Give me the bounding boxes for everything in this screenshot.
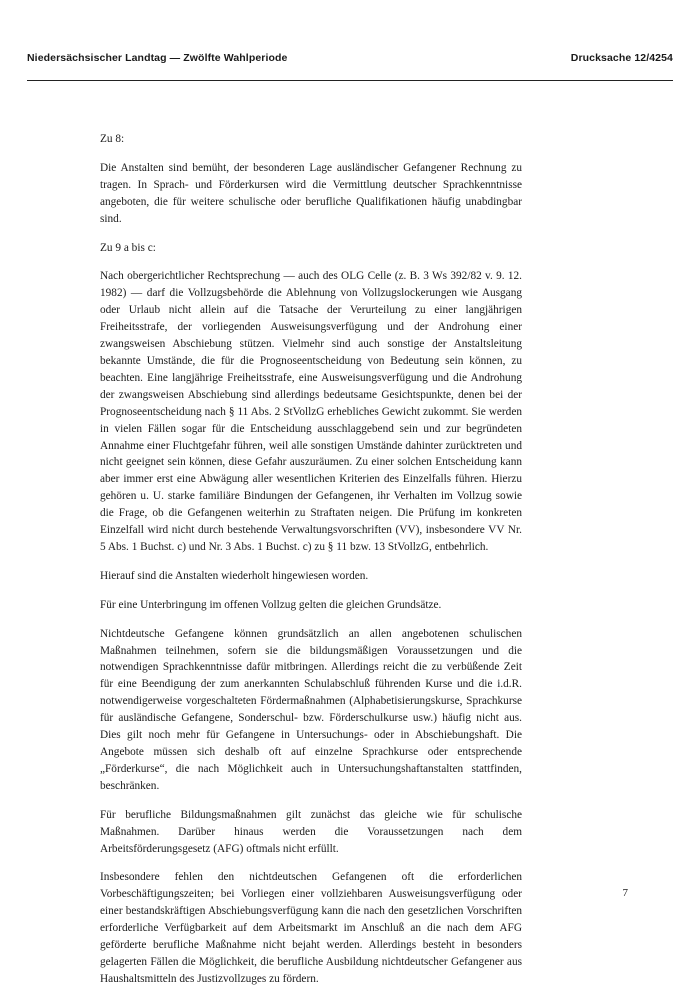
page-header <box>27 52 673 64</box>
header-document-number: Drucksache 12/4254 <box>570 52 673 64</box>
page-number: 7 <box>622 887 628 899</box>
header-rule <box>27 80 673 81</box>
document-body <box>100 131 522 988</box>
header-left-title: Niedersächsischer Landtag — Zwölfte Wahlperiode <box>27 52 288 64</box>
paragraph-9-open-prison: Für eine Unterbringung im offenen Vollzug gelten die gleichen Grundsätze. <box>100 598 442 611</box>
paragraph-8: Die Anstalten sind bemüht, der besonderen Lage ausländischer Gefangener Rechnung zu tragen. In Sprach- und Förderkursen wird die Vermittlung deutscher Sprachkenntnisse angeboten, die für weitere schulische oder berufliche Qualifikationen häufig unabdingbar sind. <box>100 161 522 225</box>
section-heading-9: Zu 9 a bis c: <box>100 241 156 254</box>
paragraph-9-case-law: Nach obergerichtlicher Rechtsprechung — auch des OLG Celle (z. B. 3 Ws 392/82 v. 9. 12. 1982) — darf die Vollzugsbehörde die Ablehnung von Vollzugslockerungen wie Ausgang oder Urlaub nicht allein auf die Tatsache der Verurteilung zu einer langjährigen Freiheitsstrafe, der vorliegenden Ausweisungsverfügung und der Androhung einer zwangsweisen Abschiebung stützen. Vielmehr sind auch sonstige der Anstaltsleitung bekannte Umstände, die für die Prognoseentscheidung von Bedeutung sein können, zu beachten. Eine langjährige Freiheitsstrafe, eine Ausweisungsverfügung und die Androhung der zwangsweisen Abschiebung sind allerdings bedeutsame Gesichtspunkte, denen bei der Prognoseentscheidung nach § 11 Abs. 2 StVollzG erhebliches Gewicht zukommt. Sie werden in vielen Fällen sogar für die Entscheidung ausschlaggebend sein und zur begründeten Annahme einer Fluchtgefahr führen, weil alle sonstigen Umstände dahinter zurücktreten und nicht geeignet sein können, diese Gefahr auszuräumen. Zu einer solchen Entscheidung kann aber immer erst eine Abwägung aller wesentlichen Kriterien des Einzelfalls führen. Hierzu gehören u. U. starke familiäre Bindungen der Gefangenen, ihr Verhalten im Vollzug sowie die Frage, ob die Gefangenen weiterhin zu Straftaten neigen. Die Prüfung im konkreten Einzelfall wird nicht durch bestehende Verwaltungsvorschriften (VV), insbesondere VV Nr. 5 Abs. 1 Buchst. c) und Nr. 3 Abs. 1 Buchst. c) zu § 11 bzw. 13 StVollzG, entbehrlich. <box>100 270 522 553</box>
paragraph-9-prerequisites: Insbesondere fehlen den nichtdeutschen Gefangenen oft die erforderlichen Vorbeschäftigungszeiten; bei Vorliegen einer vollziehbaren Ausweisungsverfügung oder einer bestandskräftigen Abschiebungsverfügung kann die nach den gesetzlichen Vorschriften erforderliche Verfügbarkeit auf dem Arbeitsmarkt im Anschluß an die nach dem AFG geförderte berufliche Maßnahme nicht bejaht werden. Allerdings besteht in besonders gelagerten Fällen die Möglichkeit, die berufliche Ausbildung nichtdeutscher Gefangener aus Haushaltsmitteln des Justizvollzuges zu fördern. <box>100 871 522 985</box>
paragraph-9-school-measures: Nichtdeutsche Gefangene können grundsätzlich an allen angebotenen schulischen Maßnahmen teilnehmen, sofern sie die bildungsmäßigen Voraussetzungen und die notwendigen Sprachkenntnisse dafür mitbringen. Allerdings reicht die zu verbüßende Zeit für eine Beendigung der zum anerkannten Schulabschluß führenden Kurse und die i.d.R. notwendigerweise vorgeschalteten Fördermaßnahmen (Alphabetisierungskurse, Sprachkurse für ausländische Gefangene, Sonderschul- bzw. Förderschulkurse usw.) häufig nicht aus. Dies gilt noch mehr für Gefangene in Untersuchungs- oder in Abschiebungshaft. Die Angebote müssen sich deshalb oft auf einzelne Sprachkurse oder entsprechende „Förderkurse“, die nach Möglichkeit auch in Untersuchungshaftanstalten stattfinden, beschränken. <box>100 627 522 792</box>
paragraph-9-notice: Hierauf sind die Anstalten wiederholt hingewiesen worden. <box>100 569 369 582</box>
paragraph-9-vocational-measures: Für berufliche Bildungsmaßnahmen gilt zunächst das gleiche wie für schulische Maßnahmen. Darüber hinaus werden die Voraussetzungen nach dem Arbeitsförderungsgesetz (AFG) oftmals nicht erfüllt. <box>100 808 522 855</box>
section-heading-8: Zu 8: <box>100 133 125 145</box>
